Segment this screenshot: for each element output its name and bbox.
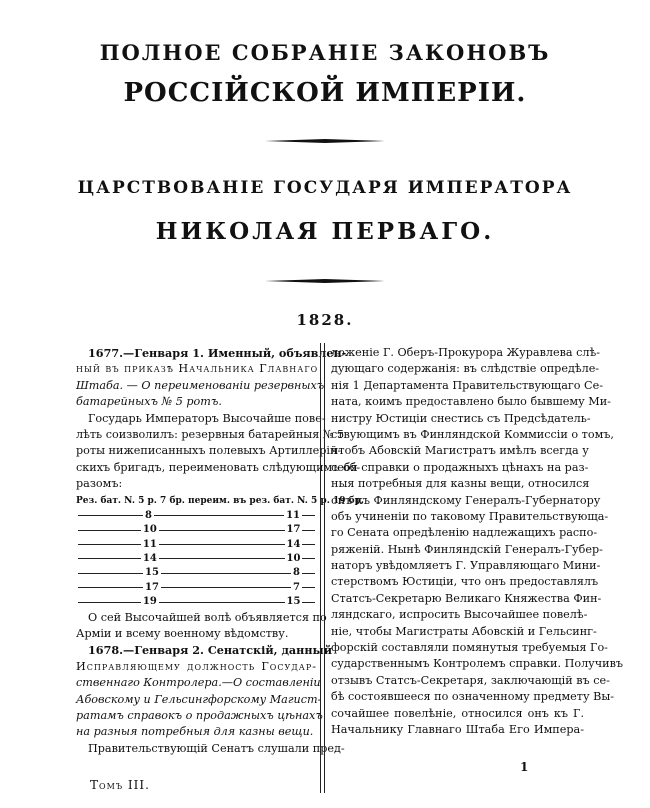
text-line: ната, коимъ предоставлено было бывшему Ми- bbox=[331, 395, 611, 409]
table-row bbox=[76, 523, 317, 537]
text-line: Государь Императоръ Высочайше пове- bbox=[88, 411, 326, 425]
ditto-dash bbox=[78, 509, 143, 516]
text-line: сударственнымъ Контролемъ справки. Получивъ bbox=[331, 657, 624, 671]
new-brigade-number: 11 bbox=[286, 509, 300, 521]
ditto-dash bbox=[159, 523, 285, 530]
ditto-dash bbox=[154, 509, 284, 516]
ditto-dash bbox=[159, 595, 285, 602]
left-column bbox=[76, 345, 365, 757]
text-line: ляндскаго, испросить Высочайшее повелѣ- bbox=[331, 608, 588, 622]
new-brigade-number: 8 bbox=[293, 567, 300, 579]
old-brigade-number: 11 bbox=[142, 538, 157, 550]
table-row bbox=[76, 509, 317, 523]
text-line: Штаба. — О переименованіи резервныхъ bbox=[76, 378, 325, 392]
text-line: Правительствующій Сенатъ слушали пред- bbox=[88, 741, 345, 755]
text-line: 1678.—Генваря 2. Сенатскій, данный bbox=[88, 643, 333, 658]
new-brigade-number: 15 bbox=[286, 596, 301, 608]
text-line: Исправляющему должность Государ- bbox=[76, 659, 317, 673]
text-line: го Сената опредѣленію надлежащихъ распо- bbox=[331, 526, 598, 540]
table-row bbox=[76, 566, 317, 580]
new-brigade-number: 14 bbox=[286, 538, 301, 550]
text-line: ный въ приказѣ Начальника Главнаго bbox=[76, 362, 319, 376]
ditto-dash bbox=[302, 509, 315, 516]
text-line: бѣ состоявшееся по означенному предмету Вы- bbox=[331, 690, 615, 704]
ditto-dash bbox=[78, 523, 141, 530]
text-line: скихъ бригадъ, переименовать слѣдующимъ об- bbox=[76, 460, 361, 474]
renaming-table-header: Рез. бат. N. 5 р. 7 бр. переим. въ рез. бат. N. 5 р. 19 бр. bbox=[76, 495, 365, 506]
new-brigade-number: 7 bbox=[293, 581, 300, 593]
new-brigade-number: 17 bbox=[286, 524, 301, 536]
text-line: нистру Юстиціи снестись съ Предсѣдатель- bbox=[331, 411, 591, 425]
text-line: онъ къ Финляндскому Генералъ-Губернатору bbox=[331, 493, 601, 507]
decree-1677-body bbox=[76, 411, 361, 493]
text-line: нія 1 Департамента Правительствующаго Се- bbox=[331, 378, 603, 392]
text-line: 1677.—Генваря 1. Именный, объявлен- bbox=[88, 346, 347, 360]
old-brigade-number: 8 bbox=[145, 509, 152, 521]
collection-title: ПОЛНОЕ СОБРАНІЕ ЗАКОНОВЪ bbox=[99, 40, 551, 65]
ditto-dash bbox=[159, 538, 285, 545]
ditto-dash bbox=[302, 552, 315, 559]
old-brigade-number: 19 bbox=[142, 596, 157, 608]
text-line: Статсъ-Секретарю Великаго Княжества Фин- bbox=[331, 591, 602, 605]
decree-1678-heading bbox=[76, 642, 333, 740]
text-line: О сей Высочайшей волѣ объявляется по bbox=[88, 610, 327, 624]
empire-title: РОССІЙСКОЙ ИМПЕРІИ. bbox=[123, 78, 527, 108]
ditto-dash bbox=[78, 566, 143, 573]
table-row bbox=[76, 595, 317, 609]
table-row bbox=[76, 538, 317, 552]
text-line: дующаго содержанія: въ слѣдствіе опредѣле- bbox=[331, 362, 600, 376]
text-line: чтобъ Абовскій Магистратъ имѣлъ всегда у bbox=[331, 444, 589, 458]
text-line: ніе, чтобы Магистраты Абовскій и Гельсинг- bbox=[331, 624, 597, 638]
ditto-dash bbox=[161, 581, 291, 588]
renaming-table bbox=[76, 509, 317, 610]
ditto-dash bbox=[302, 538, 315, 545]
text-line: отзывъ Статсъ-Секретаря, заключающій въ се- bbox=[331, 673, 610, 687]
text-line: сочайшее повелѣніе, относился онъ къ Г. bbox=[331, 706, 584, 720]
page-number: 1 bbox=[520, 760, 529, 774]
new-brigade-number: 10 bbox=[286, 553, 301, 565]
ditto-dash bbox=[159, 552, 285, 559]
ditto-dash bbox=[78, 538, 141, 545]
ornamental-rule bbox=[265, 139, 385, 143]
text-line: себя справки о продажныхъ цѣнахъ на раз- bbox=[331, 460, 589, 474]
text-line: роты нижеписанныхъ полевыхъ Артиллерій- bbox=[76, 444, 342, 458]
text-line: Арміи и всему военному вѣдомству. bbox=[76, 627, 289, 641]
old-brigade-number: 10 bbox=[142, 524, 157, 536]
text-line: ряженій. Нынѣ Финляндскій Генералъ-Губер- bbox=[331, 542, 603, 556]
text-line: ложеніе Г. Оберъ-Прокурора Журавлева слѣ- bbox=[331, 346, 601, 359]
ditto-dash bbox=[302, 595, 315, 602]
ornamental-rule bbox=[265, 279, 385, 283]
text-line: ственнаго Контролера.—О составленіи bbox=[76, 676, 321, 690]
text-line: наторъ увѣдомляетъ Г. Управляющаго Мини- bbox=[331, 559, 601, 573]
table-row bbox=[76, 552, 317, 566]
decree-1677-closing bbox=[76, 610, 327, 643]
old-brigade-number: 15 bbox=[145, 567, 159, 579]
text-line: объ учиненіи по таковому Правительствующа- bbox=[331, 509, 609, 523]
right-column bbox=[331, 345, 624, 738]
text-line: ствующимъ въ Финляндской Коммиссіи о томъ, bbox=[331, 427, 614, 441]
ditto-dash bbox=[302, 523, 315, 530]
text-line: ратамъ справокъ о продажныхъ цѣнахъ bbox=[76, 708, 323, 722]
text-line: ныя потребныя для казны вещи, относился bbox=[331, 477, 590, 491]
old-brigade-number: 14 bbox=[142, 553, 157, 565]
text-line: Абовскому и Гельсингфорскому Магист- bbox=[76, 692, 322, 706]
ditto-dash bbox=[78, 581, 143, 588]
text-line: батарейныхъ № 5 ротъ. bbox=[76, 395, 222, 409]
text-line: форскій составляли помянутыя требуемыя Го- bbox=[331, 641, 608, 655]
emperor-name: НИКОЛАЯ ПЕРВАГО. bbox=[155, 218, 495, 245]
ditto-dash bbox=[161, 566, 291, 573]
text-line: Начальнику Главнаго Штаба Его Импера- bbox=[331, 722, 584, 736]
text-line: стерствомъ Юстиціи, что онъ предоставлялъ bbox=[331, 575, 599, 589]
text-line: разомъ: bbox=[76, 477, 123, 491]
ditto-dash bbox=[302, 581, 315, 588]
ditto-dash bbox=[78, 552, 141, 559]
reign-title: ЦАРСТВОВАНІЕ ГОСУДАРЯ ИМПЕРАТОРА bbox=[77, 178, 573, 198]
old-brigade-number: 17 bbox=[145, 581, 159, 593]
ditto-dash bbox=[302, 566, 315, 573]
year-heading: 1828. bbox=[296, 311, 354, 329]
column-divider bbox=[320, 343, 325, 793]
volume-label: Томъ III. bbox=[90, 778, 150, 792]
table-row bbox=[76, 581, 317, 595]
decree-1677-heading bbox=[76, 345, 347, 411]
text-line: на разныя потребныя для казны вещи. bbox=[76, 725, 314, 739]
text-line: лѣть соизволилъ: резервныя батарейныя № 5 bbox=[76, 427, 345, 441]
ditto-dash bbox=[78, 595, 141, 602]
